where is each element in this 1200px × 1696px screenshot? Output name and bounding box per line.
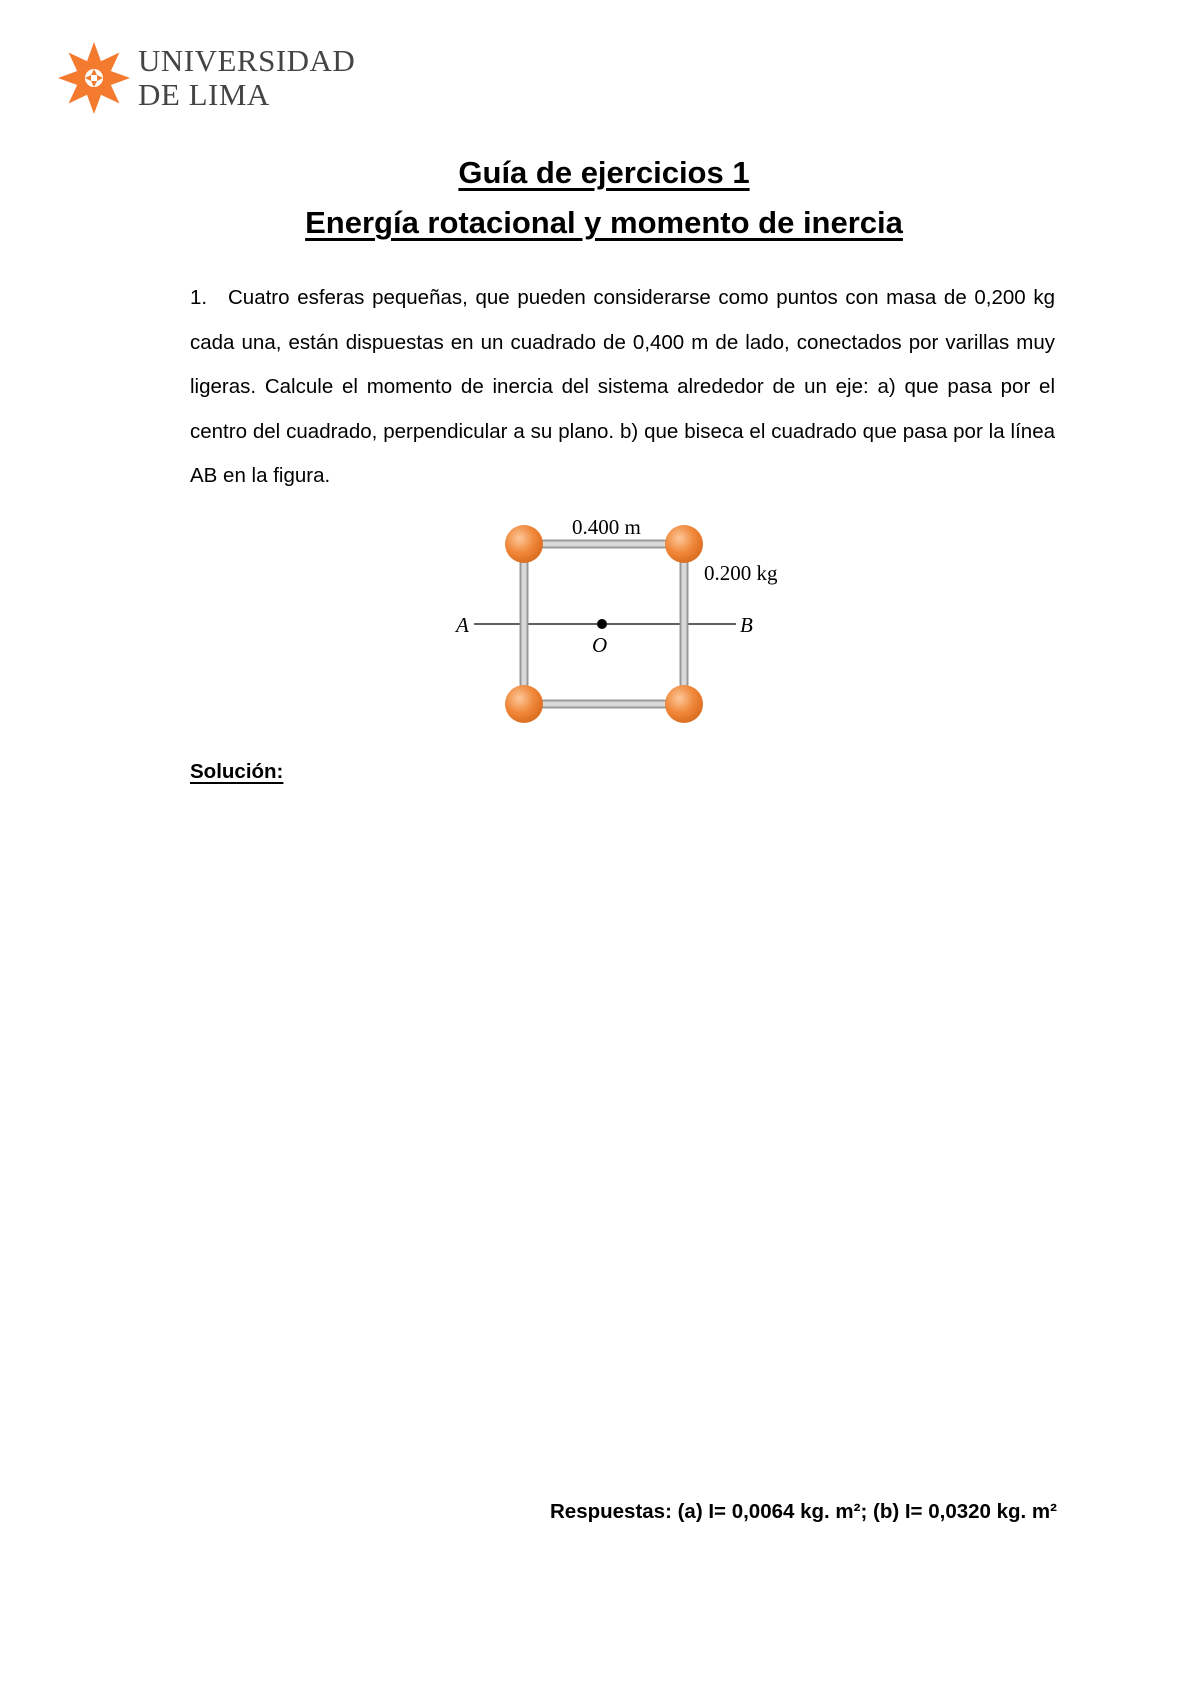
sphere-top-right — [665, 525, 703, 563]
center-point-o — [597, 619, 607, 629]
sphere-top-left — [505, 525, 543, 563]
title-line1: Guía de ejercicios 1 — [458, 155, 750, 190]
sphere-bottom-right — [665, 685, 703, 723]
figure-square-spheres — [450, 512, 810, 752]
title-line2: Energía rotacional y momento de inercia — [305, 205, 903, 240]
sphere-bottom-left — [505, 685, 543, 723]
document-titles — [0, 148, 1200, 248]
answers: Respuestas: (a) I= 0,0064 kg. m²; (b) I= 0,0320 kg. m² — [549, 1500, 1057, 1523]
square-diagram — [450, 512, 810, 752]
problem-number: 1. — [190, 286, 208, 309]
mass-label: 0.200 kg — [704, 561, 778, 585]
point-a-label: A — [456, 613, 469, 637]
problem-text: Cuatro esferas pequeñas, que pueden considerarse como puntos con masa de 0,200 kg cada una, están dispuestas en un cuadrado de 0,400 m de lado, conectados por varillas muy ligeras. Calcule el momento de inercia del sistema alrededor de un eje: a) que pasa por el centro del cuadrado, perpendicular a su plano. b) que biseca el cuadrado que pasa por la línea AB en la figura. — [190, 286, 1055, 487]
problem-1 — [190, 276, 1055, 499]
university-star-logo-icon — [56, 40, 132, 116]
point-b-label: B — [740, 613, 753, 637]
side-length-label: 0.400 m — [572, 515, 641, 539]
logo-text — [138, 44, 355, 112]
logo-line1: UNIVERSIDAD — [138, 43, 356, 78]
point-o-label: O — [592, 633, 608, 657]
university-logo — [56, 40, 356, 120]
logo-line2: DE LIMA — [138, 77, 270, 112]
solution-label: Solución: — [190, 760, 284, 783]
